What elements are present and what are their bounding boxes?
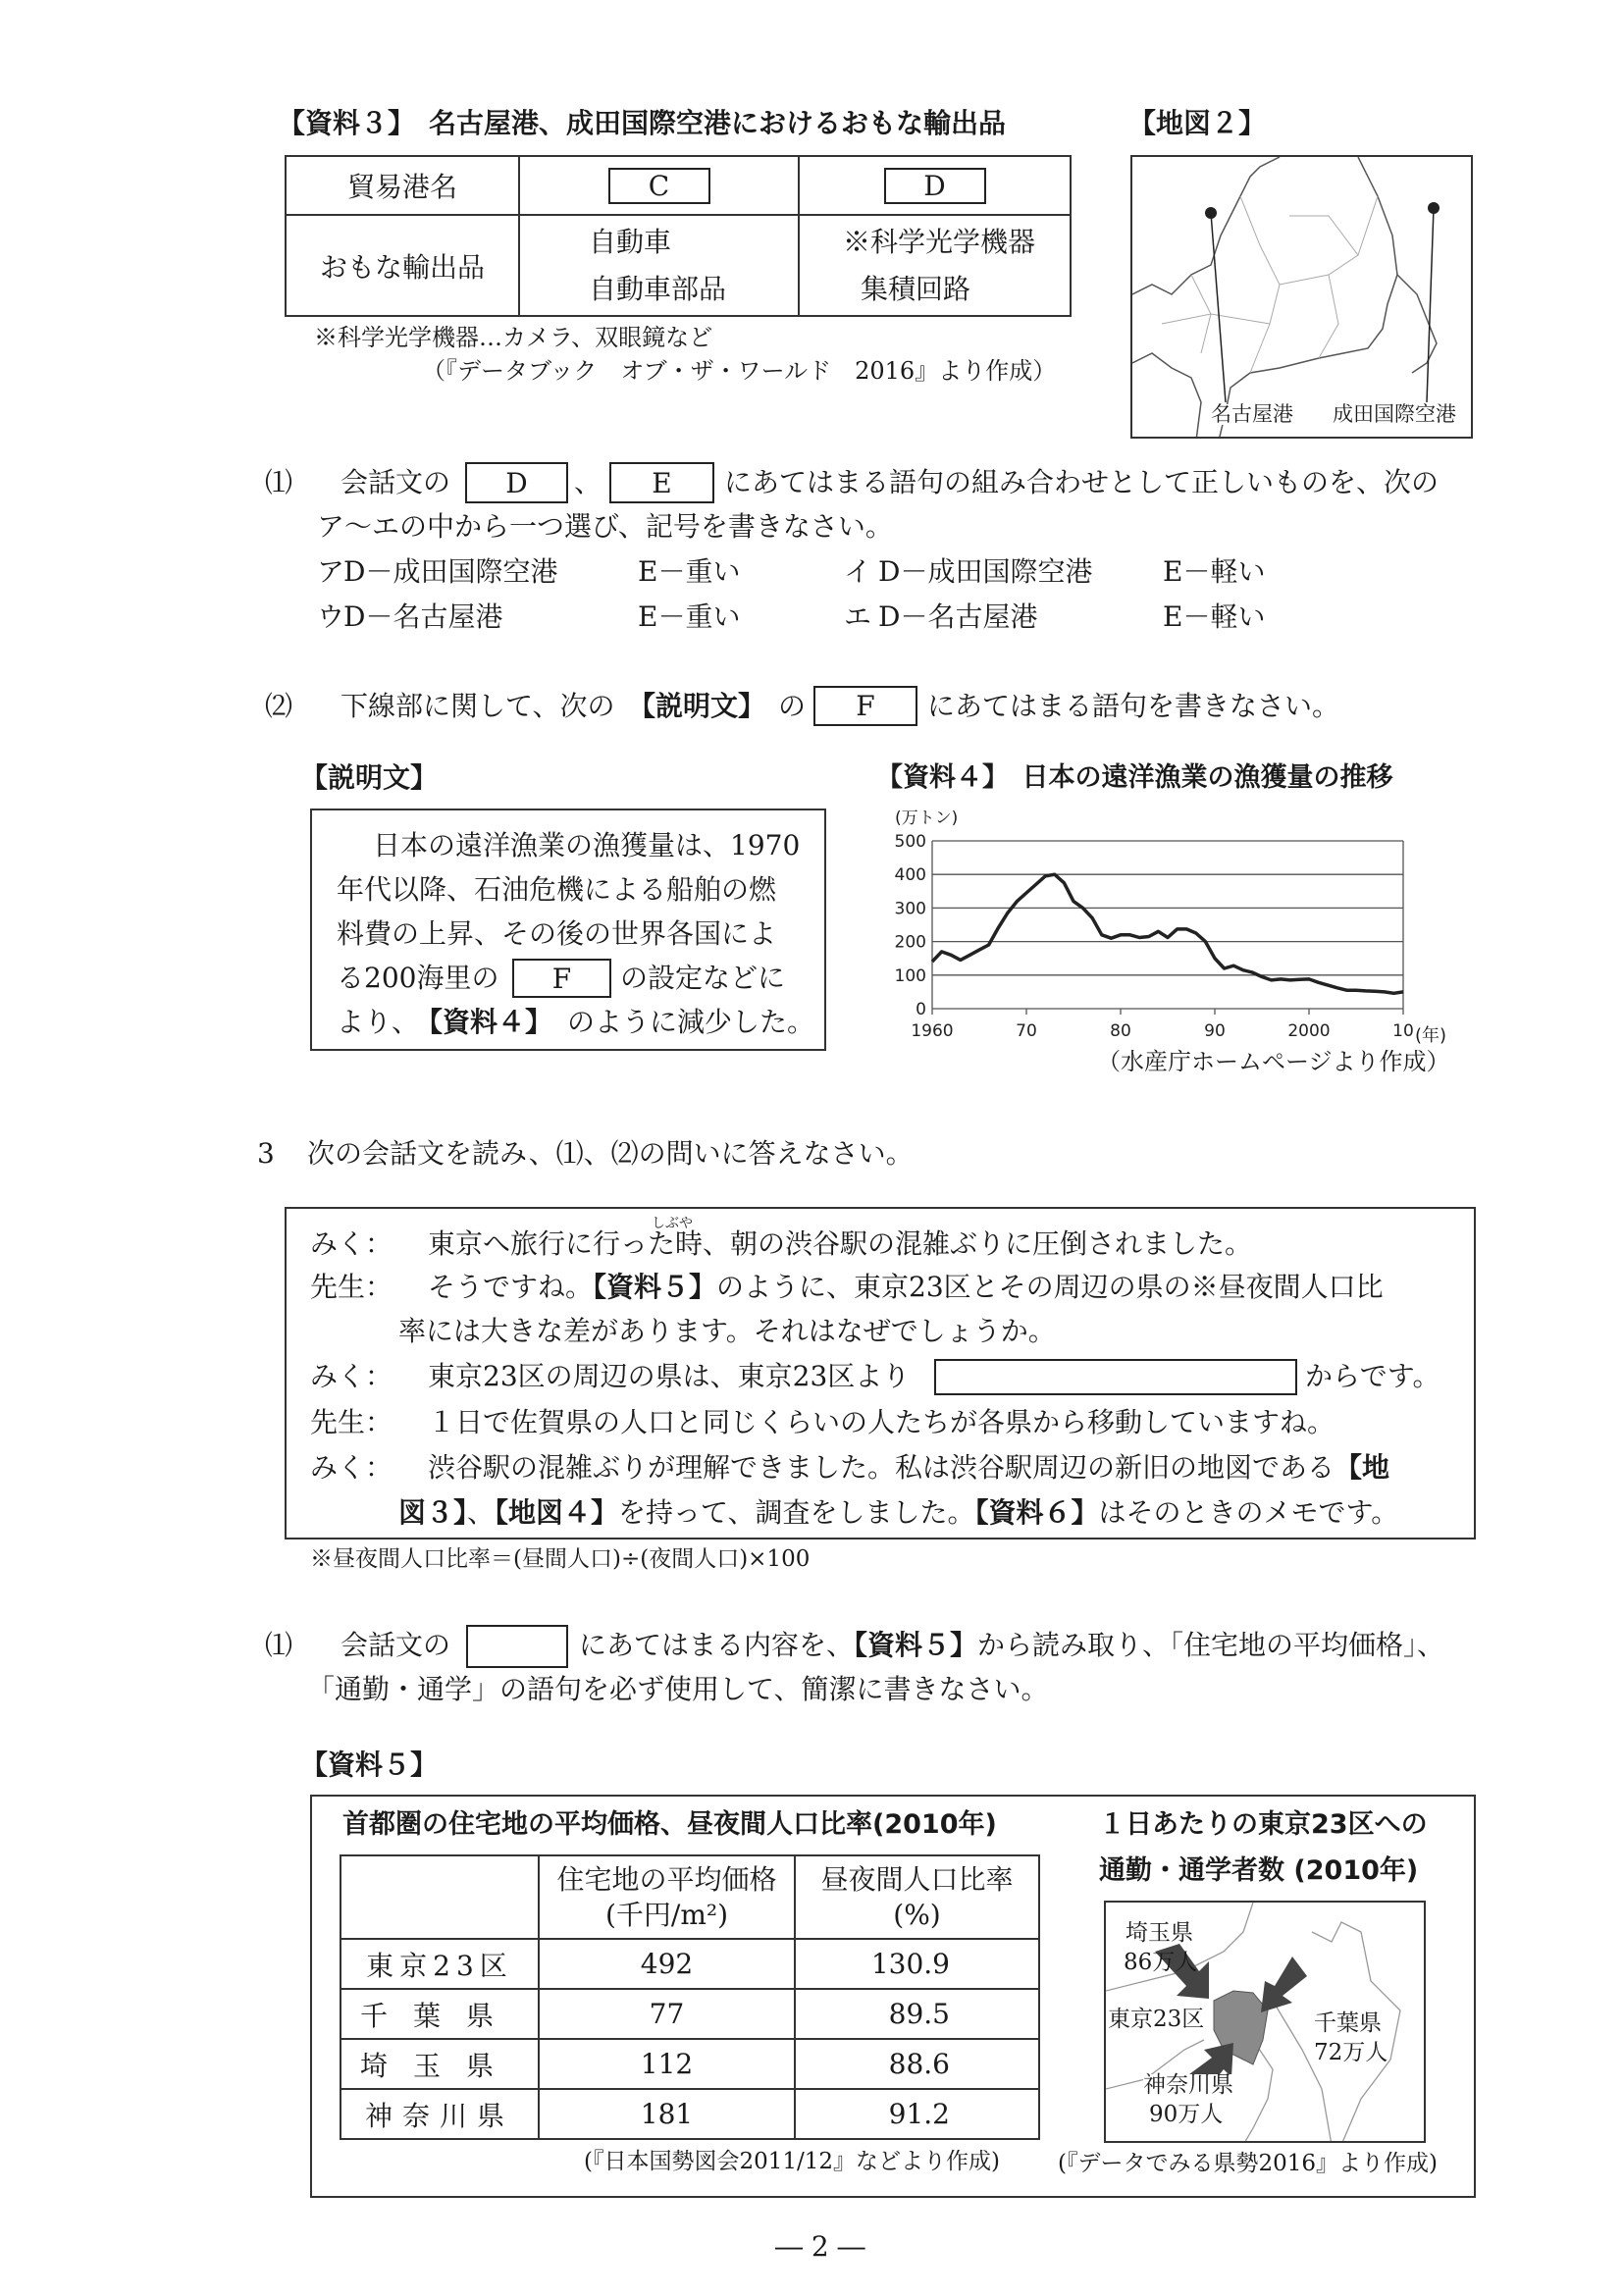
ratio-footnote: ※昼夜間人口比率＝(昼間人口)÷(夜間人口)×100 [310,1546,811,1572]
col-ratio-unit: (%) [893,1898,941,1931]
material5-map-source: (『データでみる県勢2016』より作成) [1058,2151,1438,2176]
export-item: 自動車部品 [589,272,727,305]
ratio: 130.9 [795,1939,1039,1989]
price: 181 [539,2089,795,2139]
q3-1-text-b: から読み取り、「住宅地の平均価格」、 [977,1629,1445,1661]
nagoya-label: 名古屋港 [1211,402,1293,426]
exports-header: おもな輸出品 [286,215,519,316]
dialogue-text: １日で佐賀県の人口と同じくらいの人たちが各県から移動していますね。 [428,1406,1335,1438]
material5-table-title: 首都圏の住宅地の平均価格、昼夜間人口比率(2010年) [342,1809,997,1840]
saitama-count: 86万人 [1124,1950,1198,1975]
dialogue-text-a: 渋谷駅の混雑ぶりが理解できました。私は渋谷駅周辺の新旧の地図である [428,1451,1335,1484]
explanation-line4-post: の設定などに [620,962,786,994]
export-item: ※科学光学機器 [843,225,1036,258]
port-header: 貿易港名 [286,156,519,215]
col-price-unit: (千円/m²) [604,1898,729,1931]
blank-d: D [465,462,568,503]
q3-1-blank [466,1625,568,1668]
saitama-label: 埼玉県 [1126,1920,1193,1946]
x-tick-label: 1960 [911,1021,954,1041]
q3-1-line2: 「通勤・通学」の語句を必ず使用して、簡潔に書きなさい。 [307,1673,1049,1705]
blank-e: E [609,462,714,503]
explanation-line5-post: のように減少した。 [567,1006,815,1038]
speaker: 先生： [310,1406,393,1438]
commute-map [1104,1901,1426,2143]
furigana-shibuya: しぶや [652,1216,693,1231]
dialogue-text [428,1271,1384,1303]
speaker: 先生： [310,1271,393,1303]
narita-label: 成田国際空港 [1333,402,1456,426]
ratio: 89.5 [795,1989,1039,2039]
option-b-d: D－成田国際空港 [878,555,1093,588]
q2-text-bold: 【説明文】 [628,690,766,722]
q3-1-bold: 【資料５】 [854,1629,978,1661]
q2-number: ⑵ [265,690,293,722]
price: 77 [539,1989,795,2039]
option-d-d: D－名古屋港 [878,600,1038,633]
dialogue-text [398,1496,1399,1529]
export-item: 自動車 [589,225,672,258]
dialogue-text: 東京23区の周辺の県は、東京23区より [428,1360,911,1392]
option-a-e: E－重い [638,555,741,588]
dialogue-text: 、 [467,1496,496,1529]
ratio: 91.2 [795,2089,1039,2139]
material5-map-title-1: １日あたりの東京23区への [1099,1809,1428,1840]
q3-1-number: ⑴ [265,1629,293,1661]
option-d-e: E－軽い [1163,600,1266,633]
material5-title: 【資料５】 [300,1748,439,1781]
answer-blank [934,1359,1297,1395]
material3-title: 【資料３】 名古屋港、成田国際空港におけるおもな輸出品 [278,107,1007,139]
price: 112 [539,2039,795,2089]
x-tick-label: 90 [1204,1021,1226,1041]
q1-text-post: にあてはまる語句の組み合わせとして正しいものを、次の [724,466,1440,498]
arrow-icon [1261,1957,1307,2012]
table-row [340,2039,1039,2089]
dialogue-text: からです。 [1305,1360,1440,1392]
q2-text-a: 下線部に関して、次の [340,690,615,722]
section3-intro: 次の会話文を読み、⑴、⑵の問いに答えなさい。 [307,1137,914,1170]
option-a-d: D－成田国際空港 [343,555,558,588]
dialogue-text-b: のように、東京23区とその周辺の県の※昼夜間人口比 [716,1271,1384,1303]
blank-f: F [813,686,917,726]
material3-source: （『データブック オブ・ザ・ワールド 2016』より作成） [422,357,1057,385]
x-tick-label: 70 [1016,1021,1037,1041]
option-b-key: イ [844,555,872,588]
price: 492 [539,1939,795,1989]
port-c-box: C [608,168,710,204]
col-ratio: 昼夜間人口比率 [820,1862,1014,1896]
explanation-line: 料費の上昇、その後の世界各国によ [337,917,777,950]
option-d-key: エ [844,600,872,633]
q3-1-text-a: にあてはまる内容を、 [579,1629,855,1661]
area: 東京23区 [340,1939,539,1989]
chart-ylabel: (万トン) [895,809,959,828]
dialogue-bold: 【資料６】 [974,1496,1099,1529]
dialogue-bold: 図３】 [398,1496,468,1529]
q1-number: ⑴ [265,466,293,498]
explanation-blank-f: F [512,959,611,998]
speaker: みく： [310,1451,393,1484]
dialogue-text-shibuya: 渋谷 [785,1227,841,1260]
option-b-e: E－軽い [1163,555,1266,588]
export-item: 集積回路 [861,272,971,305]
y-tick-label: 100 [894,965,926,986]
explanation-line5-pre: より、 [337,1006,420,1038]
dialogue-text-a: そうですね。 [428,1271,594,1303]
kanagawa-label: 神奈川県 [1143,2072,1233,2098]
explanation-line4-pre: る200海里の [337,962,499,994]
option-c-d: D－名古屋港 [343,600,503,633]
page-number: ― 2 ― [775,2230,865,2263]
material3-note: ※科学光学機器…カメラ、双眼鏡など [314,324,713,351]
dialogue-text [428,1451,1390,1484]
area: 千葉県 [340,1989,539,2039]
tokyo-label: 東京23区 [1108,2007,1205,2032]
dialogue-text: はそのときのメモです。 [1098,1496,1399,1529]
dialogue-text-a: 東京へ旅行に行った時、朝の [428,1227,786,1260]
q3-1-text [579,1629,1445,1661]
table-row [340,2089,1039,2139]
table-row [340,1939,1039,1989]
q2-text-post: にあてはまる語句を書きなさい。 [927,690,1340,722]
option-c-key: ウ [317,600,345,633]
table-row [340,1989,1039,2039]
chart-xlabel: (年) [1415,1025,1447,1046]
explanation-line5-bold: 【資料４】 [415,1006,553,1038]
explanation-line: 年代以降、石油危機による船舶の燃 [337,873,777,906]
explanation-title: 【説明文】 [300,761,439,794]
speaker: みく： [310,1360,393,1392]
dialogue-bold: 【資料５】 [593,1271,717,1303]
explanation-line: 日本の遠洋漁業の漁獲量は、1970 [373,829,801,861]
kanagawa-count: 90万人 [1149,2102,1224,2127]
fishing-chart [0,0,1623,1099]
q2-text-c: の [778,690,807,722]
col-price: 住宅地の平均価格 [556,1862,777,1896]
dialogue-text [428,1227,1253,1260]
port-d-box: D [884,168,986,204]
area: 埼玉県 [340,2039,539,2089]
x-tick-label: 2000 [1287,1021,1331,1041]
section3-number: 3 [257,1137,275,1170]
dialogue-bold: 【地 [1335,1451,1390,1484]
material5-table [340,1854,1040,2140]
dialogue-bold: 【地図４】 [495,1496,619,1529]
y-tick-label: 200 [894,932,926,953]
dialogue-text-c: 駅の混雑ぶりに圧倒されました。 [840,1227,1253,1260]
chart-source: （水産庁ホームページより作成） [1097,1048,1450,1075]
y-tick-label: 500 [894,832,926,852]
q1-text-line2: ア～エの中から一つ選び、記号を書きなさい。 [317,510,893,543]
x-tick-label: 80 [1110,1021,1131,1041]
option-a-key: ア [317,555,345,588]
dialogue-text: を持って、調査をしました。 [618,1496,975,1529]
x-tick-label: 10 [1392,1021,1414,1041]
ratio: 88.6 [795,2039,1039,2089]
material5-map-title-2: 通勤・通学者数 (2010年) [1099,1855,1419,1886]
area: 神奈川県 [340,2089,539,2139]
material5-table-source: (『日本国勢図会2011/12』などより作成) [584,2149,1000,2174]
y-tick-label: 300 [894,899,926,919]
chart-title: 【資料４】 日本の遠洋漁業の漁獲量の推移 [876,762,1393,793]
dialogue-text: 率には大きな差があります。それはなぜでしょうか。 [398,1315,1056,1347]
chiba-count: 72万人 [1314,2040,1388,2065]
chiba-label: 千葉県 [1314,2010,1382,2036]
q1-text-pre: 会話文の [340,466,451,498]
y-tick-label: 400 [894,865,926,886]
q3-1-pre: 会話文の [340,1629,451,1661]
option-c-e: E－重い [638,600,741,633]
q1-sep: 、 [574,466,602,498]
y-tick-label: 0 [916,1000,926,1019]
speaker: みく： [310,1227,393,1260]
map2-title: 【地図２】 [1128,107,1267,139]
